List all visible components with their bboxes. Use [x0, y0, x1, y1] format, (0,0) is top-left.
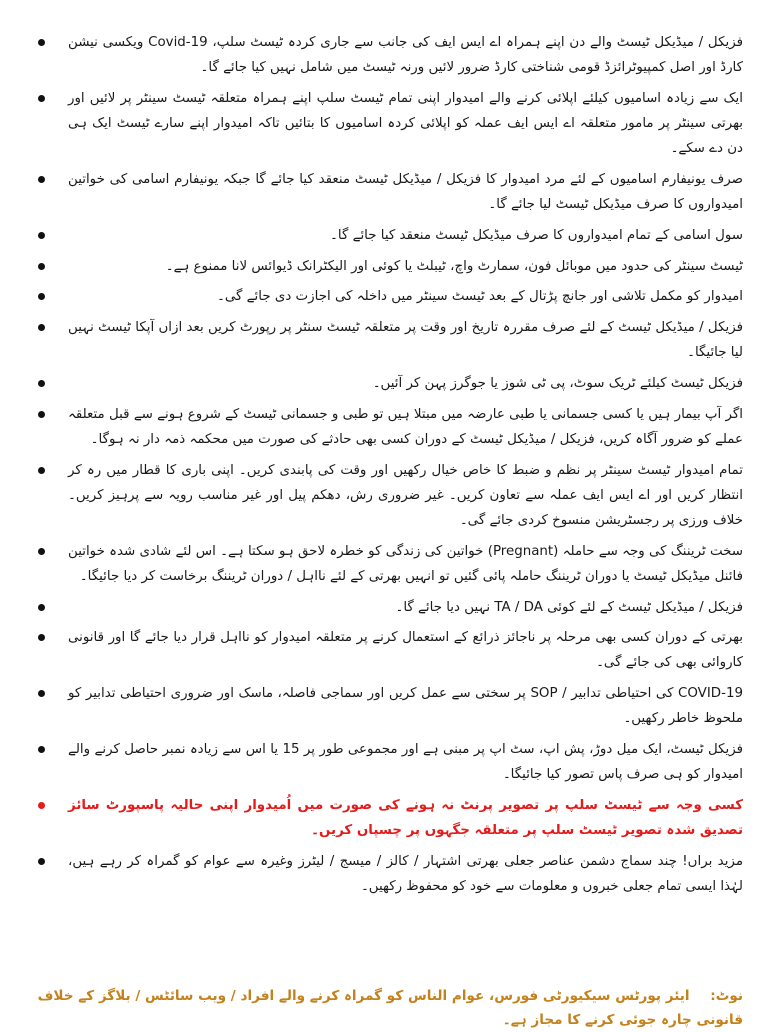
instruction-item	[34, 402, 743, 452]
instruction-item	[34, 254, 743, 279]
instruction-item	[34, 86, 743, 162]
instruction-text: امیدوار کو مکمل تلاشی اور جانچ پڑتال کے بعد ٹیسٹ سینٹر میں داخلہ کی اجازت دی جائے گی۔	[217, 289, 743, 305]
instruction-item	[34, 539, 743, 589]
instruction-item	[34, 681, 743, 731]
bullet-icon	[38, 263, 45, 270]
instruction-item	[34, 284, 743, 309]
instruction-text: کسی وجہ سے ٹیسٹ سلپ پر تصویر پرنٹ نہ ہونے کی صورت میں اُمیدوار اپنی حالیہ پاسپورٹ سائز تصدیق شدہ تصویر ٹیسٹ سلپ پر متعلقہ جگہوں پر چسپاں کریں۔	[68, 797, 743, 839]
instruction-item	[34, 737, 743, 787]
instruction-text: تمام امیدوار ٹیسٹ سینٹر پر نظم و ضبط کا خاص خیال رکھیں اور وقت کی پابندی کریں۔ اپنی باری کا قطار میں رہ کر انتظار کریں اور اے ایس ایف عملہ سے تعاون کریں۔ غیر ضروری رش، دھکم پیل اور غیر مناسب رویہ سے پرہیز کریں۔ خلاف ورزی پر رجسٹریشن منسوخ کردی جائے گی۔	[68, 462, 743, 528]
instruction-item	[34, 849, 743, 899]
instruction-text: اگر آپ بیمار ہیں یا کسی جسمانی یا طبی عارضہ میں مبتلا ہیں تو طبی و جسمانی ٹیسٹ کے شروع ہونے سے قبل متعلقہ عملے کو ضرور آگاہ کریں، فزیکل / میڈیکل ٹیسٹ کے دوران کسی بھی حادثے کی صورت میں محکمہ ذمہ دار نہ ہوگا۔	[68, 406, 743, 447]
bullet-icon	[38, 324, 45, 331]
instruction-text: ٹیسٹ سینٹر کی حدود میں موبائل فون، سمارٹ واچ، ٹیبلٹ یا کوئی اور الیکٹرانک ڈیوائس لانا ممنوع ہے۔	[165, 258, 743, 274]
instruction-text: فزیکل / میڈیکل ٹیسٹ کے لئے صرف مقررہ تاریخ اور وقت پر متعلقہ ٹیسٹ سنٹر پر رپورٹ کریں بعد ازاں آپکا ٹیسٹ نہیں لیا جائیگا۔	[68, 320, 743, 361]
instruction-text: COVID-19 کی احتیاطی تدابیر / SOP پر سختی سے عمل کریں اور سماجی فاصلہ، ماسک اور ضروری احتیاطی تدابیر کو ملحوظ خاطر رکھیں۔	[68, 686, 743, 727]
bullet-icon	[38, 176, 45, 183]
instruction-text: سول اسامی کے تمام امیدواروں کا صرف میڈیکل ٹیسٹ منعقد کیا جائے گا۔	[330, 227, 743, 243]
bullet-icon	[38, 634, 45, 641]
bullet-icon	[38, 232, 45, 239]
instruction-text: فزیکل ٹیسٹ کیلئے ٹریک سوٹ، پی ٹی شوز یا جوگرز پہن کر آئیں۔	[372, 375, 743, 391]
instruction-text: مزید براں! چند سماج دشمن عناصر جعلی بھرتی اشتہار / کالز / میسج / لیٹرز وغیرہ سے عوام کو گمراہ کر رہے ہیں، لہٰذا ایسی تمام جعلی خبروں و معلومات سے خود کو محفوظ رکھیں۔	[68, 853, 743, 895]
instruction-item	[34, 458, 743, 534]
instruction-item	[34, 30, 743, 80]
instruction-item	[34, 625, 743, 675]
bullet-icon	[38, 293, 45, 300]
bullet-icon	[38, 802, 45, 809]
instruction-text: فزیکل / میڈیکل ٹیسٹ کے لئے کوئی TA / DA نہیں دیا جائے گا۔	[395, 599, 743, 615]
instruction-item	[34, 223, 743, 248]
instruction-item	[34, 315, 743, 365]
bullet-icon	[38, 858, 45, 865]
bullet-icon	[38, 746, 45, 753]
instruction-text: فزیکل / میڈیکل ٹیسٹ والے دن اپنے ہمراہ اے ایس ایف کی جانب سے جاری کردہ ٹیسٹ سلپ، Covid-19 ویکسی نیشن کارڈ اور اصل کمپیوٹرائزڈ قومی شناختی کارڈ ضرور لائیں ورنہ ٹیسٹ میں شامل نہیں کیا جائے گا۔	[68, 35, 743, 76]
bullet-icon	[38, 548, 45, 555]
note-label: نوٹ:	[710, 988, 743, 1004]
bullet-icon	[38, 690, 45, 697]
bullet-icon	[38, 95, 45, 102]
instruction-text: ایک سے زیادہ اسامیوں کیلئے اپلائی کرنے والے امیدوار اپنی تمام ٹیسٹ سلپ اپنے ہمراہ متعلقہ ٹیسٹ سینٹر پر لائیں اور بھرتی سینٹر پر مامور متعلقہ اے ایس ایف عملہ کو اپلائی کردہ اسامیوں کا بتائیں تاکہ امیدوار اپنے سارے ٹیسٹ ایک ہی دن دے سکے۔	[68, 90, 743, 157]
bullet-icon	[38, 604, 45, 611]
instruction-text: فزیکل ٹیسٹ، ایک میل دوڑ، پش اپ، سٹ اپ پر مبنی ہے اور مجموعی طور پر 15 یا اس سے زیادہ نمبر حاصل کرنے والے امیدوار کو ہی صرف پاس تصور کیا جائیگا۔	[68, 742, 743, 783]
note-text: ایئر پورٹس سیکیورٹی فورس، عوام الناس کو گمراہ کرنے والے افراد / ویب سائٹس / بلاگز کے خلاف قانونی چارہ جوئی کرنے کا مجاز ہے۔	[37, 988, 743, 1028]
bullet-icon	[38, 411, 45, 418]
instruction-text: صرف یونیفارم اسامیوں کے لئے مرد امیدوار کا فزیکل / میڈیکل ٹیسٹ منعقد کیا جائے گا جبکہ یونیفارم اسامی کی خواتین امیدواروں کا صرف میڈیکل ٹیسٹ لیا جائے گا۔	[68, 172, 743, 213]
instruction-item	[34, 371, 743, 396]
instruction-item	[34, 167, 743, 217]
instruction-text: بھرتی کے دوران کسی بھی مرحلہ پر ناجائز ذرائع کے استعمال کرنے پر متعلقہ امیدوار کو نااہل قرار دیا جائے گا اور قانونی کاروائی بھی کی جائے گی۔	[68, 630, 743, 671]
instructions-list	[34, 30, 743, 899]
bullet-icon	[38, 467, 45, 474]
instruction-text: سخت ٹریننگ کی وجہ سے حاملہ (Pregnant) خواتین کی زندگی کو خطرہ لاحق ہو سکتا ہے۔ اس لئے شادی شدہ خواتین فائنل میڈیکل ٹیسٹ یا دوران ٹریننگ حاملہ پائی گئیں تو انہیں بھرتی کے لئے نااہل / دوران ٹریننگ برخاست کر دیا جائیگا۔	[68, 543, 743, 584]
instruction-item	[34, 595, 743, 620]
bullet-icon	[38, 39, 45, 46]
footer-note	[34, 984, 743, 1032]
bullet-icon	[38, 380, 45, 387]
instruction-item-highlighted	[34, 793, 743, 843]
